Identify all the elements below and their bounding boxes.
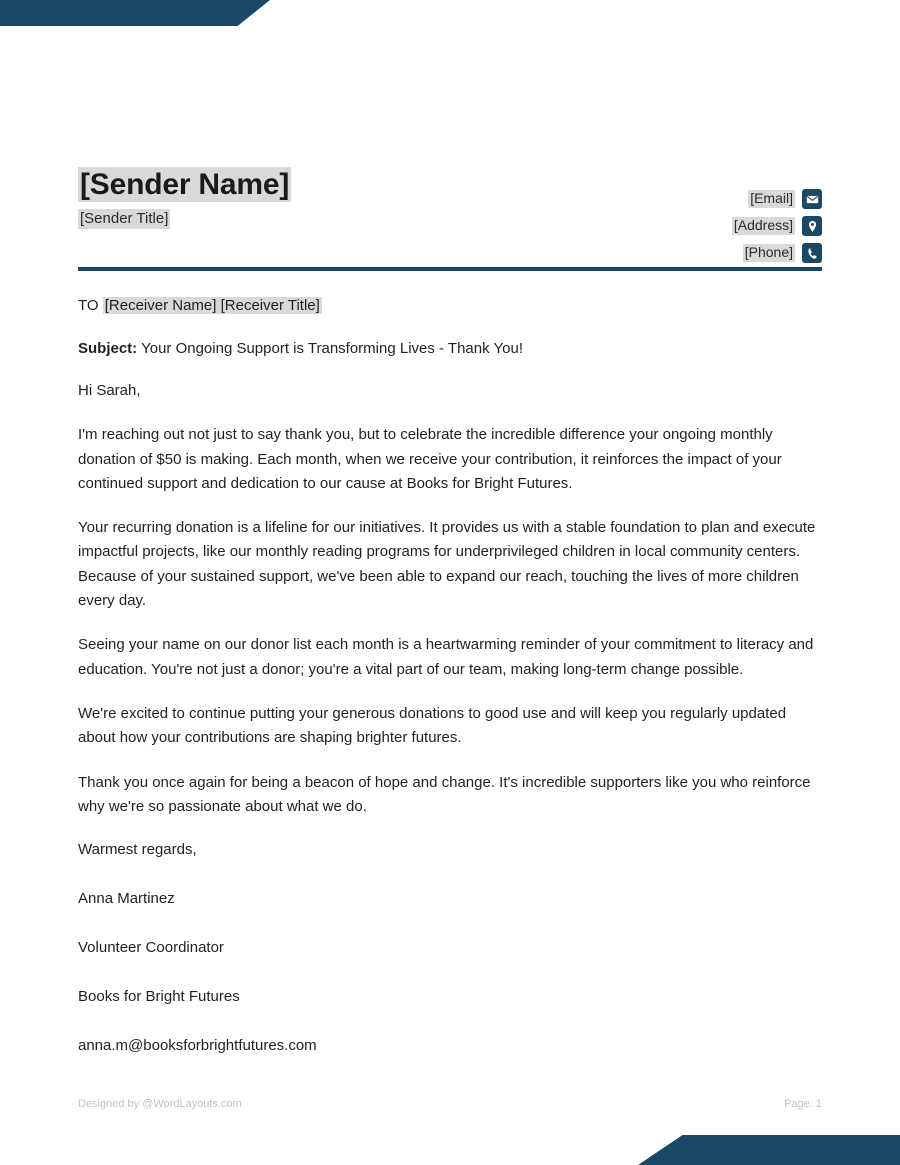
subject-label: Subject: <box>78 340 138 358</box>
sender-title[interactable]: [Sender Title] <box>80 210 169 228</box>
sender-name[interactable]: [Sender Name] <box>80 168 290 201</box>
phone-icon <box>802 243 822 263</box>
letter-body <box>78 296 822 1056</box>
to-label: TO <box>78 297 99 314</box>
envelope-icon <box>802 189 822 209</box>
letterhead <box>78 163 822 263</box>
signature-organization: Books for Bright Futures <box>78 988 240 1006</box>
subject-text[interactable]: Your Ongoing Support is Transforming Lives - Thank You! <box>141 340 523 358</box>
address-value[interactable]: [Address] <box>733 217 793 234</box>
signature-role: Volunteer Coordinator <box>78 939 224 957</box>
footer-page-number: Page. 1 <box>784 1098 822 1110</box>
body-paragraph: Seeing your name on our donor list each month is a heartwarming reminder of your commitment to literacy and education. You're not just a donor; you're a vital part of our team, making long-term change possible. <box>78 636 814 678</box>
contact-row-email <box>748 189 822 209</box>
subject-line <box>78 338 822 359</box>
body-paragraph: We're excited to continue putting your generous donations to good use and will keep you regularly updated about how your contributions are shaping brighter futures. <box>78 704 787 747</box>
body-paragraph: Your recurring donation is a lifeline for our initiatives. It provides us with a stable foundation to plan and execute impactful projects, like our monthly reading programs for underprivileged children in local community centers. Because of your sustained support, we've been able to expand our reach, touching the lives of more children every day. <box>78 519 816 610</box>
phone-value[interactable]: [Phone] <box>744 244 793 261</box>
location-pin-icon <box>802 216 822 236</box>
sender-block <box>78 163 291 229</box>
greeting-line: Hi Sarah, <box>78 382 141 400</box>
body-paragraph: I'm reaching out not just to say thank you, but to celebrate the incredible difference your ongoing monthly donation of $50 is making. Each month, when we receive your contribution, it reinforces the impact of your continued support and dedication to our cause at Books for Bright Futures. <box>78 426 782 492</box>
signature-email[interactable]: anna.m@booksforbrightfutures.com <box>78 1037 317 1055</box>
signature-closing: Warmest regards, <box>78 841 197 859</box>
signature-name: Anna Martinez <box>78 890 175 908</box>
email-value[interactable]: [Email] <box>750 190 793 207</box>
to-value[interactable]: [Receiver Name] [Receiver Title] <box>104 297 320 314</box>
contact-block <box>732 163 822 263</box>
footer-credit: Designed by @WordLayouts.com <box>78 1098 242 1110</box>
contact-row-phone <box>743 243 822 263</box>
header-divider <box>78 267 822 271</box>
body-paragraph: Thank you once again for being a beacon of hope and change. It's incredible supporters like you who reinforce why we're so passionate about what we do. <box>78 773 811 815</box>
to-line <box>78 296 822 316</box>
contact-row-address <box>732 216 822 236</box>
page-footer <box>78 1098 822 1110</box>
page-content <box>78 0 822 1165</box>
